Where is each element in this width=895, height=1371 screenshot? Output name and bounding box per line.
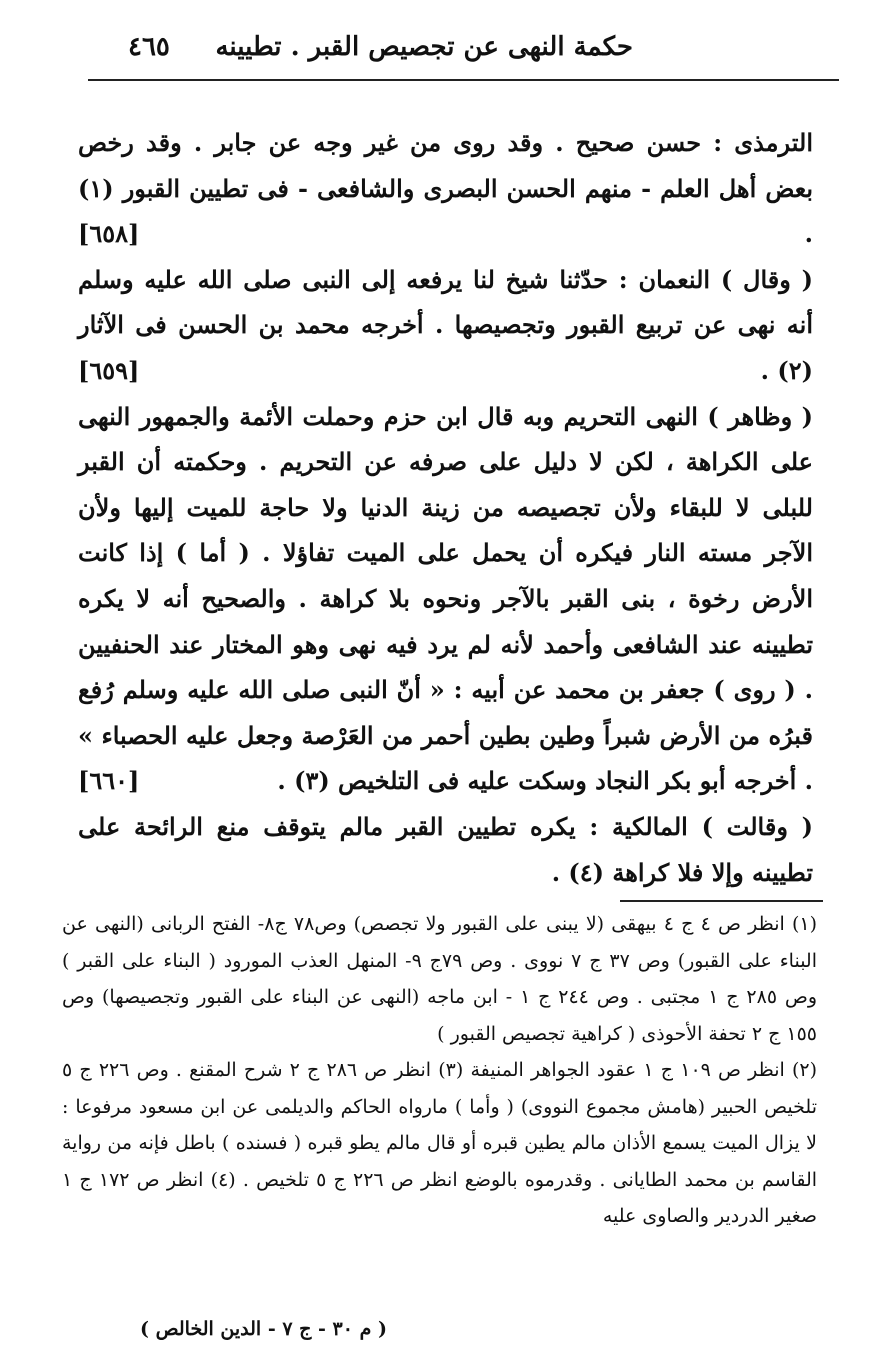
paragraph-numan	[78, 257, 813, 394]
page-number: ٤٦٥	[128, 32, 170, 62]
reference-number: [٦٥٩]	[78, 355, 140, 385]
paragraph-tirmidhi	[78, 120, 813, 257]
paragraph-text: ( وقال ) النعمان : حدّثنا شيخ لنا يرفعه إلى النبى صلى الله عليه وسلم أنه نهى عن تربيع القبور وتجصيصها . أخرجه محمد بن الحسن فى الآثار (٢) .	[78, 264, 813, 385]
running-header	[88, 28, 823, 80]
printer-signature: ( م ٣٠ - ج ٧ - الدين الخالص )	[140, 1318, 387, 1340]
header-divider	[88, 79, 839, 81]
reference-number: [٦٥٨]	[78, 219, 140, 249]
paragraph-ruling	[78, 394, 813, 804]
running-title: حكمة النهى عن تجصيص القبر . تطيينه	[215, 32, 633, 62]
paragraph-text: ( وظاهر ) النهى التحريم وبه قال ابن حزم وحملت الأئمة والجمهور النهى على الكراهة ، لكن لا دليل على صرفه عن التحريم . وحكمته أن القبر للبلى لا للبقاء ولأن تجصيصه من زينة الدنيا ولا حاجة للميت إليها ولأن الآجر مسته النار فيكره أن يحمل على الميت تفاؤلا . ( أما ) إذا كانت الأرض رخوة ، بنى القبر بالآجر ونحوه بلا كراهة . والصحيح أنه لا يكره تطيينه عند الشافعى وأحمد لأنه لم يرد فيه نهى وهو المختار عند الحنفيين . ( روى ) جعفر بن محمد عن أبيه : « أنّ النبى صلى الله عليه وسلم رُفع قبرُه من الأرض شبراً وطين بطين أحمر من العَرْصة وجعل عليه الحصباء » . أخرجه أبو بكر النجاد وسكت عليه فى التلخيص (٣) .	[78, 401, 813, 796]
footnote-1: (١) انظر ص ٤ ج ٤ بيهقى (لا يبنى على القبور ولا تجصص) وص٧٨ ج٨- الفتح الربانى (النهى عن البناء على القبور) وص ٣٧ ج ٧ نووى . وص ٧٩ج ٩- المنهل العذب المورود ( البناء على القبر ) وص ٢٨٥ ج ١ مجتبى . وص ٢٤٤ ج ١ - ابن ماجه (النهى عن البناء على القبور وتجصيصها) وص ١٥٥ ج ٢ تحفة الأحوذى ( كراهية تجصيص القبور )	[62, 913, 818, 1045]
paragraph-text: ( وقالت ) المالكية : يكره تطيين القبر مالم يتوقف منع الرائحة على تطيينه وإلا فلا كراهة (٤) .	[78, 811, 813, 887]
reference-number: [٦٦٠]	[78, 766, 140, 796]
paragraph-text: الترمذى : حسن صحيح . وقد روى من غير وجه عن جابر . وقد رخص بعض أهل العلم - منهم الحسن البصرى والشافعى - فى تطيين القبور (١) .	[78, 128, 813, 249]
footnotes	[62, 906, 817, 1235]
main-text	[78, 120, 813, 895]
footnote-divider	[620, 900, 823, 902]
footnote-2-4: (٢) انظر ص ١٠٩ ج ١ عقود الجواهر المنيفة (٣) انظر ص ٢٨٦ ج ٢ شرح المقنع . وص ٢٢٦ ج ٥ تلخيص الحبير (هامش مجموع النووى) ( وأما ) مارواه الحاكم والديلمى عن ابن مسعود مرفوعا : لا يزال الميت يسمع الأذان مالم يطين قبره أو قال مالم يطو قبره ( فسنده ) باطل فإنه من رواية القاسم بن محمد الطايانى . وقدرموه بالوضع انظر ص ٢٢٦ ج ٥ تلخيص . (٤) انظر ص ١٧٢ ج ١ صغير الدردير والصاوى عليه	[62, 1059, 818, 1227]
paragraph-malikiyya	[78, 804, 813, 895]
